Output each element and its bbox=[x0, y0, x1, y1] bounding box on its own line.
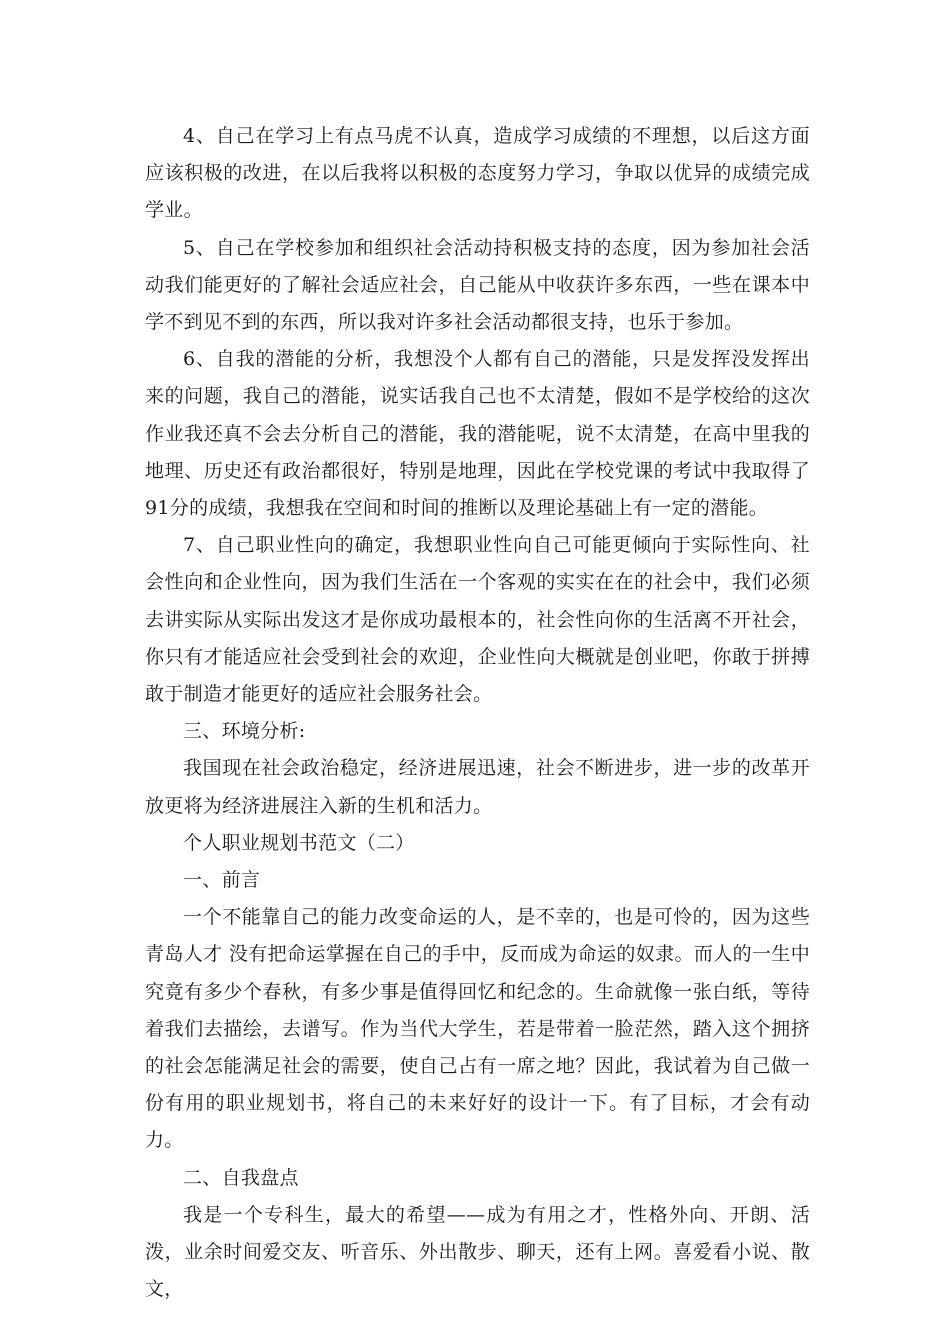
document-body bbox=[145, 118, 810, 1309]
document-title-two: 个人职业规划书范文（二） bbox=[183, 831, 415, 854]
paragraph-item-4: 4、自己在学习上有点马虎不认真，造成学习成绩的不理想，以后这方面应该积极的改进，在以后我将以积极的态度努力学习，争取以优异的成绩完成学业。 bbox=[145, 125, 810, 222]
paragraph-self-inventory: 我是一个专科生，最大的希望——成为有用之才，性格外向、开朗、活泼，业余时间爱交友、听音乐、外出散步、聊天，还有上网。喜爱看小说、散文， bbox=[145, 1203, 810, 1301]
paragraph-item-6: 6、自我的潜能的分析，我想没个人都有自己的潜能，只是发挥没发挥出来的问题，我自己的潜能，说实话我自己也不太清楚，假如不是学校给的这次作业我还真不会去分析自己的潜能，我的潜能呢，说不太清楚，在高中里我的地理、历史还有政治都很好，特别是地理，因此在学校党课的考试中我取得了91分的成绩，我想我在空间和时间的推断以及理论基础上有一定的潜能。 bbox=[145, 348, 810, 520]
paragraph-item-5: 5、自己在学校参加和组织社会活动持积极支持的态度，因为参加社会活动我们能更好的了解社会适应社会，自己能从中收获许多东西，一些在课本中学不到见不到的东西，所以我对许多社会活动都很支持，也乐于参加。 bbox=[145, 236, 810, 334]
section-heading-environment: 三、环境分析: bbox=[183, 720, 306, 743]
paragraph-preface: 一个不能靠自己的能力改变命运的人，是不幸的，也是可怜的，因为这些青岛人才 没有把命运掌握在自己的手中，反而成为命运的奴隶。而人的一生中究竟有多少个春秋，有多少事是值得回忆和纪念的。生命就像一张白纸，等待着我们去描绘，去谱写。作为当代大学生，若是带着一脸茫然，踏入这个拥挤的社会怎能满足社会的需要，使自己占有一席之地？因此，我试着为自己做一份有用的职业规划书，将自己的未来好好的设计一下。有了目标，才会有动力。 bbox=[145, 906, 810, 1152]
section-heading-self-inventory: 二、自我盘点 bbox=[183, 1166, 299, 1189]
paragraph-item-7: 7、自己职业性向的确定，我想职业性向自己可能更倾向于实际性向、社会性向和企业性向，因为我们生活在一个客观的实实在在的社会中，我们必须去讲实际从实际出发这才是你成功最根本的，社会性向你的生活离不开社会，你只有才能适应社会受到社会的欢迎，企业性向大概就是创业吧，你敢于拼搏敢于制造才能更好的适应社会服务社会。 bbox=[145, 534, 810, 706]
paragraph-environment: 我国现在社会政治稳定，经济进展迅速，社会不断进步，进一步的改革开放更将为经济进展注入新的生机和活力。 bbox=[145, 757, 810, 817]
section-heading-preface: 一、前言 bbox=[183, 869, 261, 892]
